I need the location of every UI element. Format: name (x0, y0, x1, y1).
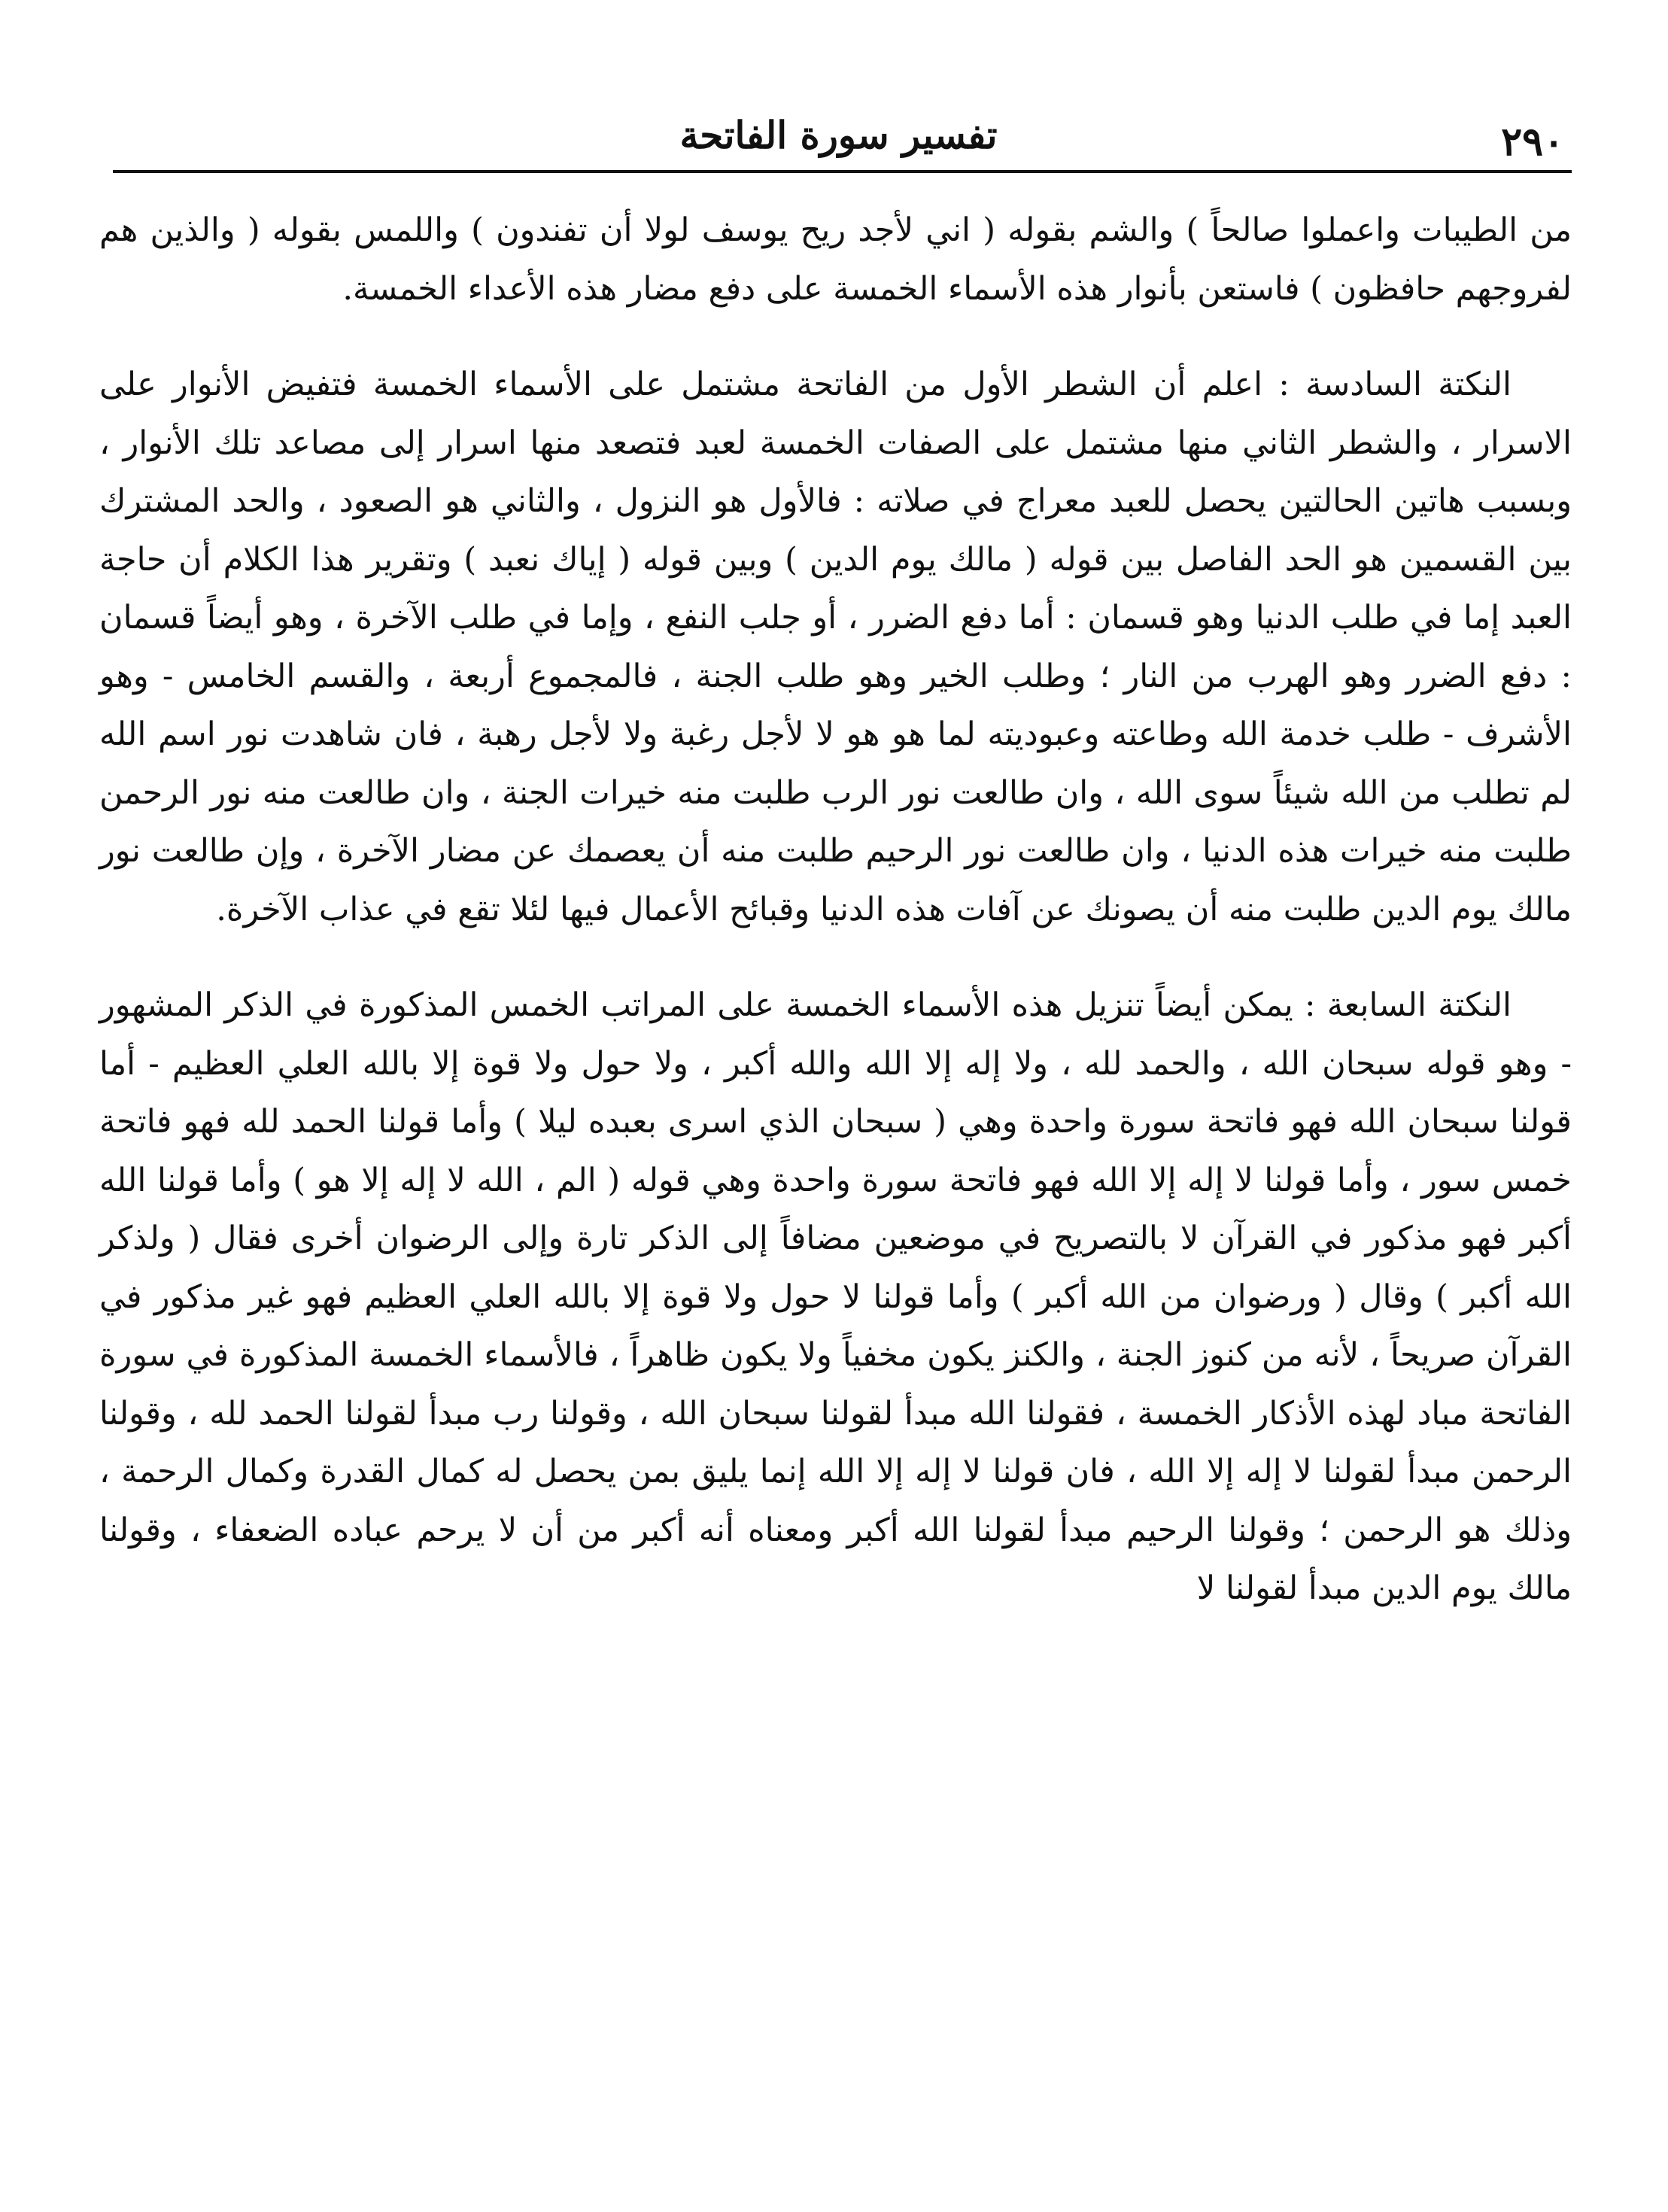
header-rule (113, 170, 1572, 173)
body-text (99, 202, 1572, 1618)
paragraph-nukta-6: النكتة السادسة : اعلم أن الشطر الأول من الفاتحة مشتمل على الأسماء الخمسة فتفيض الأنوار على الاسرار ، والشطر الثاني منها مشتمل على الصفات الخمسة لعبد فتصعد منها اسرار إلى مصاعد تلك الأنوار ، وبسبب هاتين الحالتين يحصل للعبد معراج في صلاته : فالأول هو النزول ، والثاني هو الصعود ، والحد المشترك بين القسمين هو الحد الفاصل بين قوله ( مالك يوم الدين ) وبين قوله ( إياك نعبد ) وتقرير هذا الكلام أن حاجة العبد إما في طلب الدنيا وهو قسمان : أما دفع الضرر ، أو جلب النفع ، وإما في طلب الآخرة ، وهو أيضاً قسمان : دفع الضرر وهو الهرب من النار ؛ وطلب الخير وهو طلب الجنة ، فالمجموع أربعة ، والقسم الخامس - وهو الأشرف - طلب خدمة الله وطاعته وعبوديته لما هو هو لا لأجل رغبة ولا لأجل رهبة ، فان شاهدت نور اسم الله لم تطلب من الله شيئاً سوى الله ، وان طالعت نور الرب طلبت منه خيرات الجنة ، وان طالعت منه نور الرحمن طلبت منه خيرات هذه الدنيا ، وان طالعت نور الرحيم طلبت منه أن يعصمك عن مضار الآخرة ، وإن طالعت نور مالك يوم الدين طلبت منه أن يصونك عن آفات هذه الدنيا وقبائح الأعمال فيها لئلا تقع في عذاب الآخرة. (99, 366, 1572, 928)
running-title: تفسير سورة الفاتحة (679, 113, 998, 157)
page-number: ٢٩٠ (1501, 119, 1564, 165)
page-header (105, 113, 1572, 173)
paragraph-nukta-7: النكتة السابعة : يمكن أيضاً تنزيل هذه الأسماء الخمسة على المراتب الخمس المذكورة في الذكر المشهور - وهو قوله سبحان الله ، والحمد لله ، ولا إله إلا الله والله أكبر ، ولا حول ولا قوة إلا بالله العلي العظيم - أما قولنا سبحان الله فهو فاتحة سورة واحدة وهي ( سبحان الذي اسرى بعبده ليلا ) وأما قولنا الحمد لله فهو فاتحة خمس سور ، وأما قولنا لا إله إلا الله فهو فاتحة سورة واحدة وهي قوله ( الم ، الله لا إله إلا هو ) وأما قولنا الله أكبر فهو مذكور في القرآن لا بالتصريح في موضعين مضافاً إلى الذكر تارة وإلى الرضوان أخرى فقال ( ولذكر الله أكبر ) وقال ( ورضوان من الله أكبر ) وأما قولنا لا حول ولا قوة إلا بالله العلي العظيم فهو غير مذكور في القرآن صريحاً ، لأنه من كنوز الجنة ، والكنز يكون مخفياً ولا يكون ظاهراً ، فالأسماء الخمسة المذكورة في سورة الفاتحة مباد لهذه الأذكار الخمسة ، فقولنا الله مبدأ لقولنا سبحان الله ، وقولنا رب مبدأ لقولنا الحمد لله ، وقولنا الرحمن مبدأ لقولنا لا إله إلا الله ، فان قولنا لا إله إلا الله إنما يليق بمن يحصل له كمال القدرة وكمال الرحمة ، وذلك هو الرحمن ؛ وقولنا الرحيم مبدأ لقولنا الله أكبر ومعناه أنه أكبر من أن لا يرحم عباده الضعفاء ، وقولنا مالك يوم الدين مبدأ لقولنا لا (99, 986, 1572, 1607)
paragraph-continuation: من الطيبات واعملوا صالحاً ) والشم بقوله ( اني لأجد ريح يوسف لولا أن تفندون ) واللمس بقوله ( والذين هم لفروجهم حافظون ) فاستعن بأنوار هذه الأسماء الخمسة على دفع مضار هذه الأعداء الخمسة. (99, 211, 1572, 308)
